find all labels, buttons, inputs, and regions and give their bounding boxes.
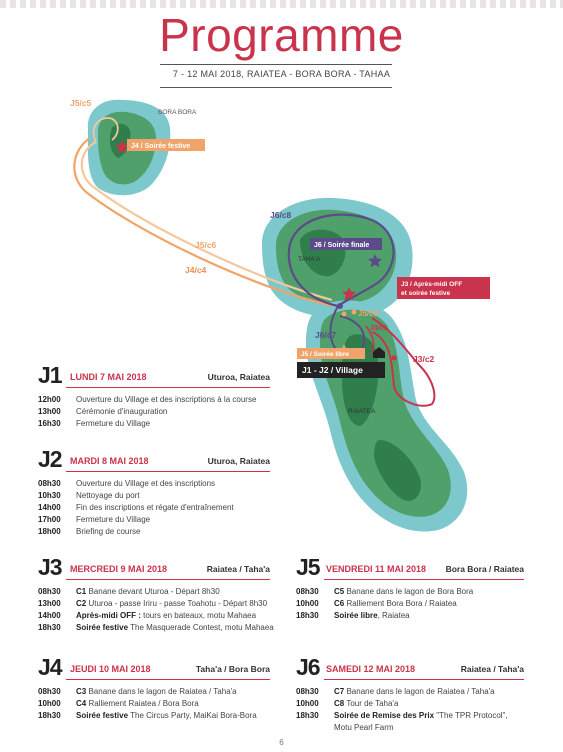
day-j2 — [38, 446, 270, 536]
event-text — [76, 586, 220, 598]
event-row — [38, 478, 270, 490]
event-time: 14h00 — [38, 611, 61, 620]
day-j4-number: J4 — [38, 654, 62, 680]
point-orange-marker — [342, 312, 347, 317]
day-j2-rule — [66, 471, 270, 472]
event-row — [296, 610, 524, 622]
event-text — [76, 610, 256, 622]
day-j5-events — [296, 586, 524, 622]
event-label: Soirée libre — [334, 611, 378, 620]
event-time: 08h30 — [38, 587, 61, 596]
event-text: Cérémonie d'inauguration — [76, 407, 168, 416]
event-row — [38, 610, 270, 622]
event-detail: Ralliement Raiatea / Bora Bora — [86, 699, 199, 708]
day-j6-location: Raiatea / Taha'a — [460, 664, 524, 674]
event-row — [38, 418, 270, 430]
event-detail: Banane dans le lagon de Raiatea / Taha'a — [86, 687, 237, 696]
event-text — [76, 622, 274, 634]
tag-j5-soiree: J5 / Soirée libre — [301, 351, 350, 358]
event-row — [296, 710, 524, 722]
event-detail: Tour de Taha'a — [344, 699, 399, 708]
event-row — [38, 598, 270, 610]
event-detail: Uturoa - passe Iriru - passe Toahotu - Départ 8h30 — [86, 599, 268, 608]
day-j4 — [38, 654, 270, 720]
event-time: 18h00 — [38, 527, 61, 536]
event-row — [38, 698, 270, 710]
event-row — [38, 622, 274, 634]
day-j6 — [296, 654, 524, 732]
route-label-j5-c5: J5/c5 — [70, 98, 92, 108]
day-j6-header — [296, 654, 524, 680]
event-text: Fermeture du Village — [76, 515, 151, 524]
map-label-bora-bora: BORA BORA — [158, 109, 197, 116]
event-time: 17h00 — [38, 515, 61, 524]
event-row — [38, 514, 270, 526]
map-label-raiatea: RAIATEA — [348, 408, 376, 415]
event-time: 14h00 — [38, 503, 61, 512]
day-j2-number: J2 — [38, 446, 62, 472]
event-row — [38, 394, 270, 406]
event-text — [334, 610, 410, 622]
event-text — [76, 698, 199, 710]
event-text: Briefing de course — [76, 527, 141, 536]
day-j5-date: VENDREDI 11 MAI 2018 — [326, 564, 427, 574]
event-time: 10h00 — [38, 699, 61, 708]
day-j1-number: J1 — [38, 362, 62, 388]
day-j5-rule — [324, 579, 524, 580]
event-label: C5 — [334, 587, 345, 596]
day-j6-number: J6 — [296, 654, 320, 680]
day-j3-number: J3 — [38, 554, 62, 580]
event-detail: "The TPR Protocol", — [434, 711, 508, 720]
event-time: 08h30 — [38, 687, 61, 696]
day-j5-header — [296, 554, 524, 580]
event-text — [334, 598, 457, 610]
day-j6-date: SAMEDI 12 MAI 2018 — [326, 664, 416, 674]
event-detail: Banane devant Uturoa - Départ 8h30 — [86, 587, 220, 596]
event-time: 13h00 — [38, 599, 61, 608]
event-text: Ouverture du Village et des inscriptions à la course — [76, 395, 257, 404]
day-j4-events — [38, 686, 270, 722]
event-text — [76, 598, 267, 610]
map-label-tahaa: TAHA'A — [298, 256, 321, 263]
event-time: 18h30 — [38, 711, 61, 720]
route-label-j6-c7: J6/c7 — [315, 330, 337, 340]
day-j3-events — [38, 586, 274, 634]
event-text — [334, 698, 398, 710]
event-time: 08h30 — [296, 687, 319, 696]
event-detail: Banane dans le lagon de Raiatea / Taha'a — [344, 687, 495, 696]
page-subtitle: 7 - 12 MAI 2018, RAIATEA - BORA BORA - TAHAA — [172, 69, 391, 79]
day-j5 — [296, 554, 524, 620]
event-label: Soirée festive — [76, 711, 129, 720]
point-red-marker — [392, 356, 397, 361]
event-label: C6 — [334, 599, 345, 608]
tag-j6-soiree: J6 / Soirée finale — [314, 242, 370, 249]
day-j2-location: Uturoa, Raiatea — [207, 456, 270, 466]
tag-j3-apres-line1: J3 / Après-midi OFF — [401, 281, 463, 288]
day-j1 — [38, 362, 270, 428]
day-j3-date: MERCREDI 9 MAI 2018 — [70, 564, 168, 574]
event-detail: The Circus Party, MaiKai Bora-Bora — [128, 711, 257, 720]
day-j6-rule — [324, 679, 524, 680]
event-text — [76, 710, 257, 722]
day-j4-date: JEUDI 10 MAI 2018 — [70, 664, 151, 674]
event-time: 16h30 — [38, 419, 61, 428]
event-time: 18h30 — [296, 611, 319, 620]
event-detail: Ralliement Bora Bora / Raiatea — [344, 599, 457, 608]
day-j3-header — [38, 554, 270, 580]
subtitle-rule-top — [160, 64, 392, 65]
event-text: Nettoyage du port — [76, 491, 140, 500]
event-label: Soirée de Remise des Prix — [334, 711, 435, 720]
decorative-top-border — [0, 0, 563, 8]
event-time: 10h30 — [38, 491, 61, 500]
day-j3-location: Raiatea / Taha'a — [206, 564, 270, 574]
event-continuation: Motu Pearl Farm — [334, 723, 394, 732]
event-label: Après-midi OFF : — [76, 611, 141, 620]
event-time: 18h30 — [296, 711, 319, 720]
route-label-j3-c1: J3/c1 — [370, 325, 388, 332]
event-label: C7 — [334, 687, 345, 696]
day-j6-events — [296, 686, 524, 734]
event-detail: tours en bateaux, motu Mahaea — [140, 611, 257, 620]
event-row — [38, 586, 270, 598]
event-text — [334, 586, 473, 598]
event-row — [38, 490, 270, 502]
event-text — [76, 686, 237, 698]
event-detail: The Masquerade Contest, motu Mahaea — [128, 623, 274, 632]
tag-village: J1 - J2 / Village — [302, 365, 363, 375]
day-j2-header — [38, 446, 270, 472]
route-label-j5-c3: J5/c3 — [358, 309, 379, 318]
event-label: C1 — [76, 587, 87, 596]
day-j1-header — [38, 362, 270, 388]
route-label-j3-c2: J3/c2 — [413, 354, 435, 364]
event-time: 13h00 — [38, 407, 61, 416]
event-label: C4 — [76, 699, 87, 708]
day-j2-events — [38, 478, 270, 538]
route-label-j4-c4: J4/c4 — [185, 265, 207, 275]
day-j4-header — [38, 654, 270, 680]
event-detail: Banane dans le lagon de Bora Bora — [344, 587, 474, 596]
day-j2-date: MARDI 8 MAI 2018 — [70, 456, 149, 466]
route-label-j5-c6: J5/c6 — [195, 240, 217, 250]
event-row — [38, 710, 270, 722]
day-j1-events — [38, 394, 270, 430]
day-j1-location: Uturoa, Raiatea — [207, 372, 270, 382]
tag-j4-soiree: J4 / Soirée festive — [131, 143, 191, 150]
day-j4-rule — [66, 679, 270, 680]
event-time: 10h00 — [296, 699, 319, 708]
point-tahaa-marker — [337, 303, 343, 309]
point-orange-marker-2 — [352, 310, 357, 315]
event-time: 08h30 — [296, 587, 319, 596]
subtitle-rule-bottom — [160, 87, 392, 88]
event-row — [38, 502, 270, 514]
tag-j3-apres-line2: et soirée festive — [401, 290, 451, 297]
event-row — [38, 526, 270, 538]
event-label: C2 — [76, 599, 87, 608]
event-row — [38, 406, 270, 418]
event-time: 12h00 — [38, 395, 61, 404]
day-j5-location: Bora Bora / Raiatea — [445, 564, 524, 574]
event-text: Fermeture du Village — [76, 419, 151, 428]
event-text: Ouverture du Village et des inscriptions — [76, 479, 216, 488]
day-j3 — [38, 554, 274, 632]
route-label-j6-c8: J6/c8 — [270, 210, 292, 220]
day-j5-number: J5 — [296, 554, 320, 580]
page-number: 6 — [279, 738, 284, 747]
event-text: Fin des inscriptions et régate d'entraînement — [76, 503, 234, 512]
event-label: C8 — [334, 699, 345, 708]
event-time: 18h30 — [38, 623, 61, 632]
event-time: 10h00 — [296, 599, 319, 608]
event-row — [296, 586, 524, 598]
event-text — [334, 710, 508, 722]
day-j4-location: Taha'a / Bora Bora — [195, 664, 270, 674]
event-detail: , Raiatea — [377, 611, 410, 620]
event-label: C3 — [76, 687, 87, 696]
day-j1-date: LUNDI 7 MAI 2018 — [70, 372, 147, 382]
event-row — [296, 598, 524, 610]
event-row — [38, 686, 270, 698]
event-row — [296, 698, 524, 710]
event-time: 08h30 — [38, 479, 61, 488]
day-j3-rule — [66, 579, 270, 580]
page-title: Programme — [159, 9, 404, 61]
event-text — [334, 686, 495, 698]
event-row — [296, 686, 524, 698]
event-label: Soirée festive — [76, 623, 129, 632]
day-j1-rule — [66, 387, 270, 388]
